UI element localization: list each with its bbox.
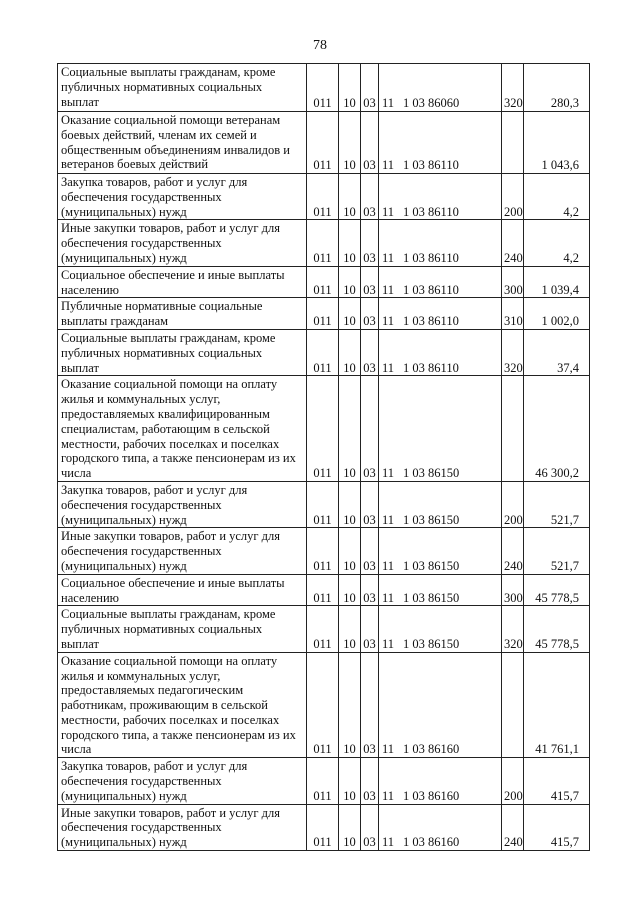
section-code: 10 — [339, 606, 361, 652]
target-article-program: 11 — [382, 204, 395, 219]
section-code: 10 — [339, 174, 361, 220]
amount: 45 778,5 — [524, 606, 590, 652]
department-code: 011 — [307, 64, 339, 112]
expense-type-code — [502, 112, 524, 174]
table-row — [58, 174, 590, 220]
target-article-program: 11 — [382, 96, 395, 111]
target-article-code — [379, 758, 502, 804]
subsection-code: 03 — [361, 804, 379, 850]
subsection-code: 03 — [361, 652, 379, 758]
department-code: 011 — [307, 376, 339, 482]
section-code: 10 — [339, 329, 361, 375]
target-article-code — [379, 652, 502, 758]
row-description: Оказание социальной помощи на оплату жилья и коммунальных услуг, предоставляемых квалифицированным специалистам, работающим в сельской местности, рабочих поселках и поселках городского типа, а также пенсионерам из их числа — [58, 376, 307, 482]
target-article-number: 1 03 86150 — [403, 558, 460, 573]
section-code: 10 — [339, 220, 361, 266]
target-article-number: 1 03 86150 — [403, 466, 460, 481]
row-description: Социальные выплаты гражданам, кроме публичных нормативных социальных выплат — [58, 64, 307, 112]
row-description: Закупка товаров, работ и услуг для обеспечения государственных (муниципальных) нужд — [58, 174, 307, 220]
row-description: Оказание социальной помощи на оплату жилья и коммунальных услуг, предоставляемых педагогическим работникам, проживающим в сельской местности, рабочих поселках и поселках городского типа, а также пенсионерам из их числа — [58, 652, 307, 758]
row-description: Социальные выплаты гражданам, кроме публичных нормативных социальных выплат — [58, 329, 307, 375]
table-row — [58, 112, 590, 174]
amount: 41 761,1 — [524, 652, 590, 758]
row-description: Закупка товаров, работ и услуг для обеспечения государственных (муниципальных) нужд — [58, 481, 307, 527]
target-article-number: 1 03 86110 — [403, 158, 459, 173]
table-row — [58, 528, 590, 574]
section-code: 10 — [339, 376, 361, 482]
department-code: 011 — [307, 652, 339, 758]
amount: 1 002,0 — [524, 298, 590, 330]
target-article-code — [379, 174, 502, 220]
amount: 415,7 — [524, 758, 590, 804]
target-article-program: 11 — [382, 558, 395, 573]
target-article-code — [379, 298, 502, 330]
expense-type-code: 240 — [502, 220, 524, 266]
department-code: 011 — [307, 329, 339, 375]
expense-type-code: 240 — [502, 528, 524, 574]
subsection-code: 03 — [361, 329, 379, 375]
subsection-code: 03 — [361, 298, 379, 330]
expense-type-code: 200 — [502, 481, 524, 527]
budget-table — [57, 63, 590, 851]
section-code: 10 — [339, 758, 361, 804]
target-article-number: 1 03 86160 — [403, 835, 460, 850]
target-article-code — [379, 112, 502, 174]
expense-type-code: 320 — [502, 64, 524, 112]
department-code: 011 — [307, 266, 339, 298]
row-description: Оказание социальной помощи ветеранам боевых действий, членам их семей и общественным объединениям инвалидов и ветеранов боевых действий — [58, 112, 307, 174]
table-row — [58, 574, 590, 606]
amount: 45 778,5 — [524, 574, 590, 606]
target-article-code — [379, 64, 502, 112]
expense-type-code: 320 — [502, 606, 524, 652]
target-article-program: 11 — [382, 360, 395, 375]
department-code: 011 — [307, 528, 339, 574]
department-code: 011 — [307, 481, 339, 527]
subsection-code: 03 — [361, 112, 379, 174]
target-article-number: 1 03 86110 — [403, 314, 459, 329]
target-article-program: 11 — [382, 835, 395, 850]
amount: 1 039,4 — [524, 266, 590, 298]
subsection-code: 03 — [361, 376, 379, 482]
subsection-code: 03 — [361, 574, 379, 606]
section-code: 10 — [339, 804, 361, 850]
department-code: 011 — [307, 220, 339, 266]
subsection-code: 03 — [361, 220, 379, 266]
table-row — [58, 220, 590, 266]
department-code: 011 — [307, 804, 339, 850]
expense-type-code: 300 — [502, 574, 524, 606]
target-article-number: 1 03 86110 — [403, 250, 459, 265]
section-code: 10 — [339, 528, 361, 574]
target-article-number: 1 03 86150 — [403, 636, 460, 651]
expense-type-code — [502, 376, 524, 482]
section-code: 10 — [339, 64, 361, 112]
target-article-number: 1 03 86150 — [403, 590, 460, 605]
table-row — [58, 758, 590, 804]
target-article-program: 11 — [382, 282, 395, 297]
expense-type-code: 240 — [502, 804, 524, 850]
section-code: 10 — [339, 652, 361, 758]
expense-type-code — [502, 652, 524, 758]
table-row — [58, 64, 590, 112]
row-description: Закупка товаров, работ и услуг для обеспечения государственных (муниципальных) нужд — [58, 758, 307, 804]
amount: 4,2 — [524, 220, 590, 266]
target-article-code — [379, 528, 502, 574]
target-article-program: 11 — [382, 314, 395, 329]
target-article-code — [379, 481, 502, 527]
row-description: Иные закупки товаров, работ и услуг для обеспечения государственных (муниципальных) нужд — [58, 220, 307, 266]
row-description: Иные закупки товаров, работ и услуг для обеспечения государственных (муниципальных) нужд — [58, 528, 307, 574]
target-article-program: 11 — [382, 466, 395, 481]
subsection-code: 03 — [361, 174, 379, 220]
expense-type-code: 320 — [502, 329, 524, 375]
section-code: 10 — [339, 298, 361, 330]
amount: 415,7 — [524, 804, 590, 850]
table-row — [58, 652, 590, 758]
amount: 280,3 — [524, 64, 590, 112]
department-code: 011 — [307, 298, 339, 330]
section-code: 10 — [339, 266, 361, 298]
department-code: 011 — [307, 112, 339, 174]
department-code: 011 — [307, 758, 339, 804]
row-description: Социальное обеспечение и иные выплаты населению — [58, 266, 307, 298]
table-row — [58, 481, 590, 527]
department-code: 011 — [307, 174, 339, 220]
section-code: 10 — [339, 574, 361, 606]
table-row — [58, 804, 590, 850]
target-article-code — [379, 606, 502, 652]
target-article-program: 11 — [382, 788, 395, 803]
target-article-program: 11 — [382, 590, 395, 605]
target-article-number: 1 03 86160 — [403, 788, 460, 803]
row-description: Социальное обеспечение и иные выплаты населению — [58, 574, 307, 606]
target-article-number: 1 03 86110 — [403, 360, 459, 375]
target-article-code — [379, 574, 502, 606]
subsection-code: 03 — [361, 606, 379, 652]
target-article-program: 11 — [382, 636, 395, 651]
target-article-number: 1 03 86160 — [403, 742, 460, 757]
page-number: 78 — [313, 38, 327, 53]
target-article-number: 1 03 86110 — [403, 282, 459, 297]
row-description: Социальные выплаты гражданам, кроме публичных нормативных социальных выплат — [58, 606, 307, 652]
amount: 46 300,2 — [524, 376, 590, 482]
target-article-code — [379, 804, 502, 850]
target-article-number: 1 03 86110 — [403, 204, 459, 219]
table-row — [58, 376, 590, 482]
subsection-code: 03 — [361, 528, 379, 574]
subsection-code: 03 — [361, 481, 379, 527]
target-article-code — [379, 329, 502, 375]
amount: 37,4 — [524, 329, 590, 375]
amount: 521,7 — [524, 528, 590, 574]
expense-type-code: 300 — [502, 266, 524, 298]
target-article-code — [379, 220, 502, 266]
table-body — [58, 64, 590, 851]
target-article-code — [379, 376, 502, 482]
target-article-number: 1 03 86060 — [403, 96, 460, 111]
section-code: 10 — [339, 112, 361, 174]
expense-type-code: 310 — [502, 298, 524, 330]
amount: 521,7 — [524, 481, 590, 527]
section-code: 10 — [339, 481, 361, 527]
target-article-program: 11 — [382, 250, 395, 265]
amount: 1 043,6 — [524, 112, 590, 174]
department-code: 011 — [307, 574, 339, 606]
target-article-code — [379, 266, 502, 298]
expense-type-code: 200 — [502, 174, 524, 220]
table-row — [58, 298, 590, 330]
amount: 4,2 — [524, 174, 590, 220]
target-article-program: 11 — [382, 158, 395, 173]
table-row — [58, 266, 590, 298]
table-row — [58, 606, 590, 652]
target-article-program: 11 — [382, 742, 395, 757]
row-description: Иные закупки товаров, работ и услуг для обеспечения государственных (муниципальных) нужд — [58, 804, 307, 850]
target-article-program: 11 — [382, 512, 395, 527]
expense-type-code: 200 — [502, 758, 524, 804]
row-description: Публичные нормативные социальные выплаты гражданам — [58, 298, 307, 330]
target-article-number: 1 03 86150 — [403, 512, 460, 527]
subsection-code: 03 — [361, 758, 379, 804]
department-code: 011 — [307, 606, 339, 652]
subsection-code: 03 — [361, 266, 379, 298]
table-row — [58, 329, 590, 375]
subsection-code: 03 — [361, 64, 379, 112]
